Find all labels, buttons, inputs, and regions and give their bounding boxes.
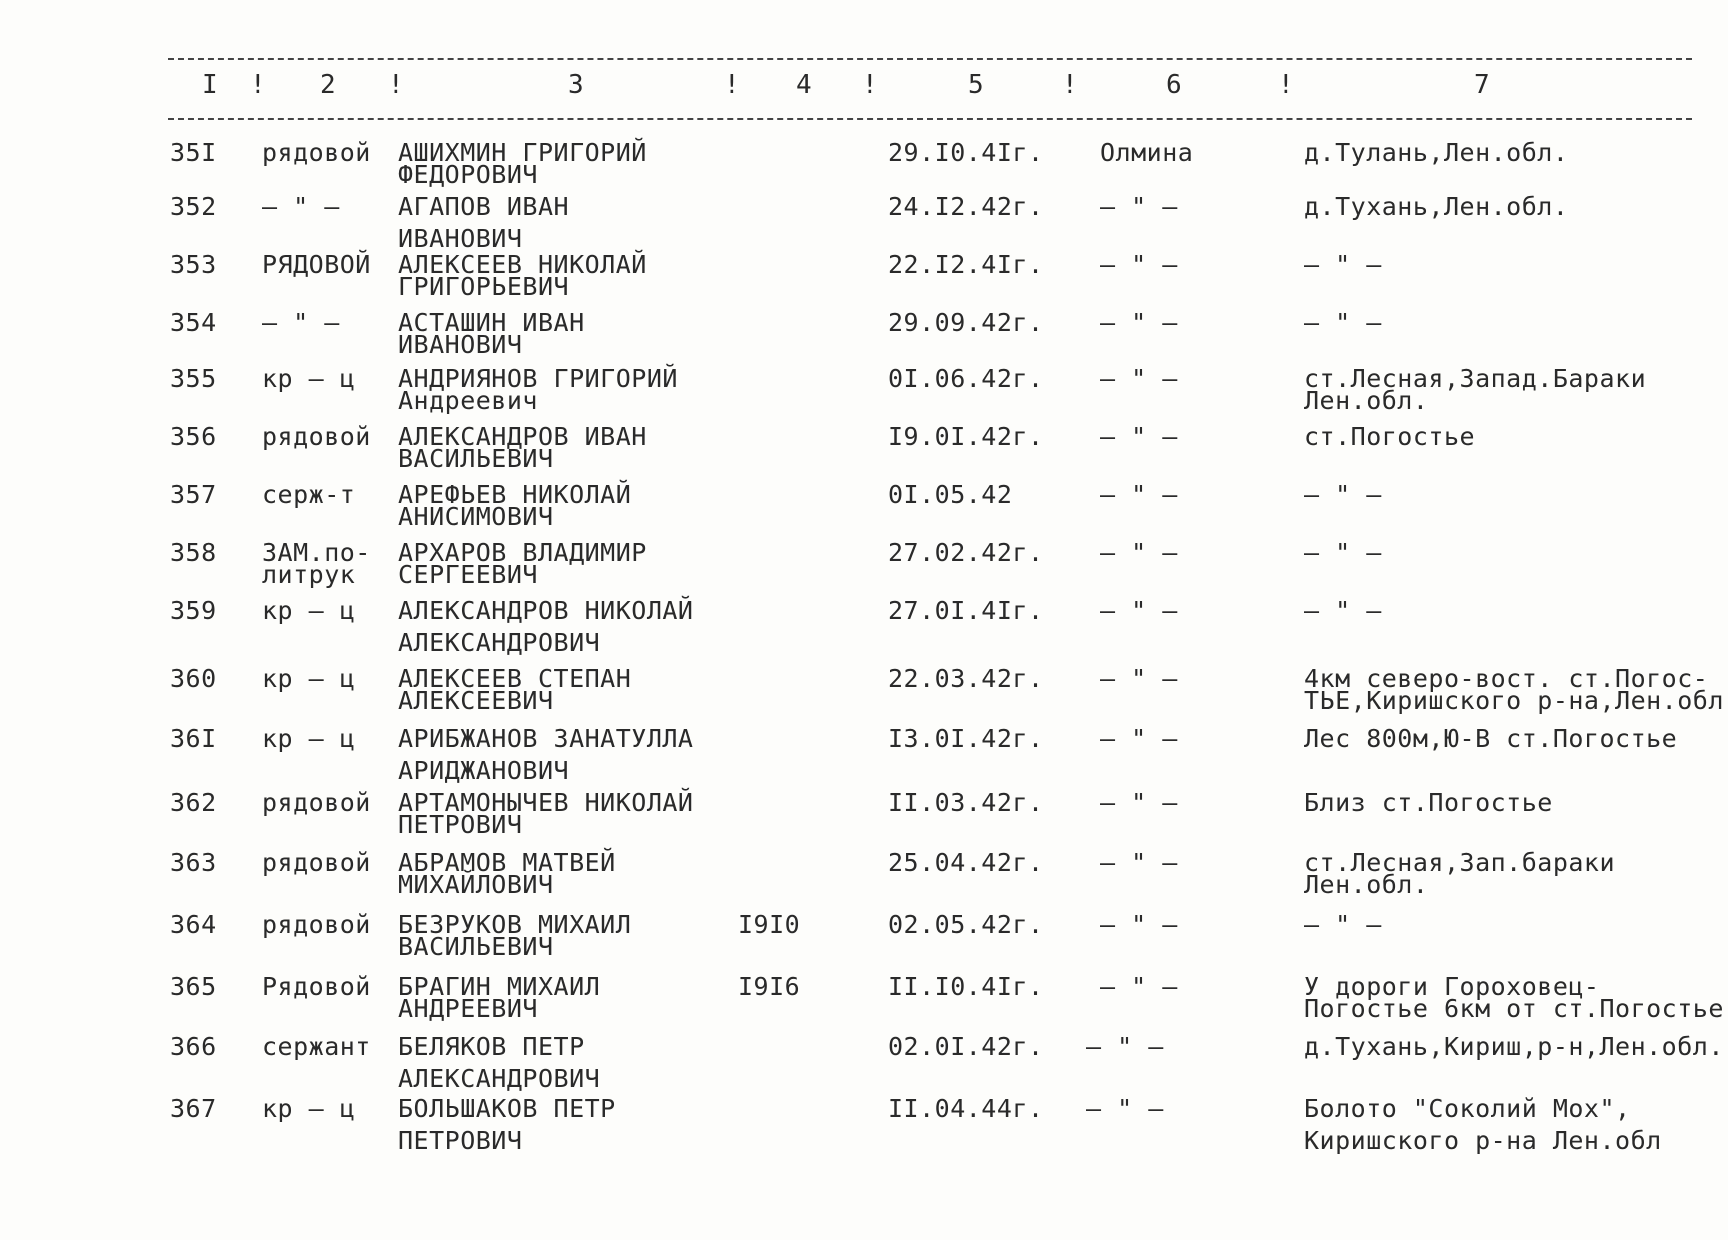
surname-name: АЛЕКСЕЕВ СТЕПАН <box>398 664 632 693</box>
burial-place <box>1304 538 1382 567</box>
patronymic: ВАСИЛЬЕВИЧ <box>398 932 554 961</box>
full-name <box>398 422 647 473</box>
death-date: 22.I2.4Iг. <box>888 250 1044 279</box>
rank: кр – ц <box>262 724 356 753</box>
surname-name: АЛЕКСАНДРОВ НИКОЛАЙ <box>398 596 694 625</box>
patronymic: ФЕДОРОВИЧ <box>398 160 538 189</box>
surname-name: АСТАШИН ИВАН <box>398 308 585 337</box>
burial-place <box>1304 972 1724 1023</box>
surname-name: БЕЗРУКОВ МИХАИЛ <box>398 910 632 939</box>
rank: кр – ц <box>262 664 356 693</box>
surname-name: АНДРИЯНОВ ГРИГОРИЙ <box>398 364 678 393</box>
place-line: д.Тухань,Кириш,р-н,Лен.обл. <box>1304 1032 1724 1061</box>
record-number: 355 <box>170 364 217 393</box>
record-number: 354 <box>170 308 217 337</box>
death-date: II.03.42г. <box>888 788 1044 817</box>
record-source: – " – <box>1086 1094 1164 1123</box>
death-date: I3.0I.42г. <box>888 724 1044 753</box>
patronymic: ИВАНОВИЧ <box>398 330 523 359</box>
birth-year: I9I0 <box>738 910 801 939</box>
record-number: 359 <box>170 596 217 625</box>
rank: серж-т <box>262 480 356 509</box>
header-col-7: 7 <box>1474 70 1490 100</box>
place-line: Лен.обл. <box>1304 870 1429 899</box>
death-date: 29.09.42г. <box>888 308 1044 337</box>
surname-name: БОЛЬШАКОВ ПЕТР <box>398 1094 616 1123</box>
burial-place <box>1304 138 1569 167</box>
death-date: 0I.05.42 <box>888 480 1013 509</box>
full-name <box>398 480 632 531</box>
place-line: ст.Лесная,Зап.бараки <box>1304 848 1616 877</box>
record-source: – " – <box>1100 596 1178 625</box>
place-line: 4км северо-вост. ст.Погос- <box>1304 664 1709 693</box>
place-line: Киришского р-на Лен.обл <box>1304 1126 1662 1155</box>
header-separator: ! <box>862 70 878 100</box>
rank: рядовой <box>262 422 371 451</box>
record-source: – " – <box>1100 192 1178 221</box>
rank: РЯДОВОЙ <box>262 250 371 279</box>
surname-name: АЛЕКСЕЕВ НИКОЛАЙ <box>398 250 647 279</box>
place-line: Погостье 6км от ст.Погостье <box>1304 994 1724 1023</box>
patronymic: ГРИГОРЬЕВИЧ <box>398 272 570 301</box>
rank <box>262 538 371 589</box>
patronymic: ПЕТРОВИЧ <box>398 1126 523 1155</box>
rank: – " – <box>262 192 340 221</box>
patronymic: СЕРГЕЕВИЧ <box>398 560 538 589</box>
burial-place <box>1304 308 1382 337</box>
full-name <box>398 364 678 415</box>
surname-name: АРТАМОНЫЧЕВ НИКОЛАЙ <box>398 788 694 817</box>
rank: кр – ц <box>262 596 356 625</box>
patronymic: АНИСИМОВИЧ <box>398 502 554 531</box>
full-name <box>398 138 647 189</box>
burial-place <box>1304 910 1382 939</box>
surname-name: АРИБЖАНОВ ЗАНАТУЛЛА <box>398 724 694 753</box>
header-col-5: 5 <box>968 70 984 100</box>
patronymic: МИХАЙЛОВИЧ <box>398 870 554 899</box>
place-line: – " – <box>1304 538 1382 567</box>
rank: рядовой <box>262 848 371 877</box>
place-line: ТЬЕ,Киришского р-на,Лен.обл <box>1304 686 1724 715</box>
record-source: – " – <box>1100 910 1178 939</box>
full-name <box>398 1094 616 1155</box>
burial-place <box>1304 664 1724 715</box>
record-number: 363 <box>170 848 217 877</box>
record-number: 367 <box>170 1094 217 1123</box>
burial-place <box>1304 788 1553 817</box>
full-name <box>398 596 694 657</box>
surname-name: БЕЛЯКОВ ПЕТР <box>398 1032 585 1061</box>
place-line: ст.Погостье <box>1304 422 1476 451</box>
death-date: 29.I0.4Iг. <box>888 138 1044 167</box>
full-name <box>398 250 647 301</box>
rank: кр – ц <box>262 1094 356 1123</box>
place-line: У дороги Гороховец- <box>1304 972 1600 1001</box>
record-number: 358 <box>170 538 217 567</box>
surname-name: АГАПОВ ИВАН <box>398 192 570 221</box>
patronymic: АНДРЕЕВИЧ <box>398 994 538 1023</box>
rank: рядовой <box>262 138 371 167</box>
rank-line: ЗАМ.по- <box>262 538 371 567</box>
full-name <box>398 538 647 589</box>
death-date: 02.05.42г. <box>888 910 1044 939</box>
full-name <box>398 192 570 253</box>
patronymic: АРИДЖАНОВИЧ <box>398 756 570 785</box>
record-source: – " – <box>1100 538 1178 567</box>
rank: Рядовой <box>262 972 371 1001</box>
burial-place <box>1304 480 1382 509</box>
record-source: – " – <box>1100 250 1178 279</box>
header-top-rule <box>168 58 1692 60</box>
full-name <box>398 308 585 359</box>
burial-place <box>1304 422 1476 451</box>
surname-name: АРЕФЬЕВ НИКОЛАЙ <box>398 480 632 509</box>
record-source: – " – <box>1100 364 1178 393</box>
surname-name: АБРАМОВ МАТВЕЙ <box>398 848 616 877</box>
place-line: – " – <box>1304 480 1382 509</box>
rank: – " – <box>262 308 340 337</box>
record-source: – " – <box>1100 788 1178 817</box>
place-line: д.Тулань,Лен.обл. <box>1304 138 1569 167</box>
patronymic: АЛЕКСАНДРОВИЧ <box>398 628 601 657</box>
place-line: Болото "Соколий Мох", <box>1304 1094 1631 1123</box>
full-name <box>398 664 632 715</box>
burial-place <box>1304 848 1616 899</box>
death-date: 0I.06.42г. <box>888 364 1044 393</box>
header-col-3: 3 <box>568 70 584 100</box>
record-number: 35I <box>170 138 217 167</box>
record-number: 362 <box>170 788 217 817</box>
death-date: 24.I2.42г. <box>888 192 1044 221</box>
burial-place <box>1304 596 1382 625</box>
death-date: 27.02.42г. <box>888 538 1044 567</box>
record-source: – " – <box>1100 972 1178 1001</box>
death-date: 25.04.42г. <box>888 848 1044 877</box>
record-source: – " – <box>1100 724 1178 753</box>
place-line: Близ ст.Погостье <box>1304 788 1553 817</box>
header-col-6: 6 <box>1166 70 1182 100</box>
burial-place <box>1304 192 1569 221</box>
place-line: Лен.обл. <box>1304 386 1429 415</box>
header-col-1: I <box>202 70 218 100</box>
rank: сержант <box>262 1032 371 1061</box>
header-col-4: 4 <box>796 70 812 100</box>
place-line: – " – <box>1304 250 1382 279</box>
header-col-2: 2 <box>320 70 336 100</box>
full-name <box>398 972 601 1023</box>
rank-line: литрук <box>262 560 356 589</box>
record-source: – " – <box>1086 1032 1164 1061</box>
record-source: Олмина <box>1100 138 1194 167</box>
place-line: – " – <box>1304 308 1382 337</box>
rank: кр – ц <box>262 364 356 393</box>
place-line: ст.Лесная,Запад.Бараки <box>1304 364 1647 393</box>
header-bottom-rule <box>168 118 1692 120</box>
place-line: – " – <box>1304 910 1382 939</box>
header-separator: ! <box>1062 70 1078 100</box>
rank: рядовой <box>262 788 371 817</box>
patronymic: Андреевич <box>398 386 538 415</box>
header-separator: ! <box>1278 70 1294 100</box>
record-source: – " – <box>1100 664 1178 693</box>
place-line: д.Тухань,Лен.обл. <box>1304 192 1569 221</box>
record-number: 364 <box>170 910 217 939</box>
place-line: Лес 800м,Ю-В ст.Погостье <box>1304 724 1678 753</box>
patronymic: ВАСИЛЬЕВИЧ <box>398 444 554 473</box>
death-date: II.I0.4Iг. <box>888 972 1044 1001</box>
surname-name: БРАГИН МИХАИЛ <box>398 972 601 1001</box>
record-number: 357 <box>170 480 217 509</box>
header-separator: ! <box>724 70 740 100</box>
full-name <box>398 910 632 961</box>
record-source: – " – <box>1100 848 1178 877</box>
record-number: 360 <box>170 664 217 693</box>
birth-year: I9I6 <box>738 972 801 1001</box>
patronymic: АЛЕКСАНДРОВИЧ <box>398 1064 601 1093</box>
header-separator: ! <box>388 70 404 100</box>
burial-place <box>1304 364 1647 415</box>
death-date: 27.0I.4Iг. <box>888 596 1044 625</box>
surname-name: АШИХМИН ГРИГОРИЙ <box>398 138 647 167</box>
place-line: – " – <box>1304 596 1382 625</box>
full-name <box>398 848 616 899</box>
record-number: 365 <box>170 972 217 1001</box>
record-number: 366 <box>170 1032 217 1061</box>
header-separator: ! <box>250 70 266 100</box>
record-number: 356 <box>170 422 217 451</box>
full-name <box>398 788 694 839</box>
record-source: – " – <box>1100 422 1178 451</box>
surname-name: АРХАРОВ ВЛАДИМИР <box>398 538 647 567</box>
death-date: 02.0I.42г. <box>888 1032 1044 1061</box>
patronymic: АЛЕКСЕЕВИЧ <box>398 686 554 715</box>
full-name <box>398 1032 601 1093</box>
burial-place <box>1304 250 1382 279</box>
record-number: 353 <box>170 250 217 279</box>
record-source: – " – <box>1100 480 1178 509</box>
burial-place <box>1304 1094 1662 1155</box>
record-number: 36I <box>170 724 217 753</box>
surname-name: АЛЕКСАНДРОВ ИВАН <box>398 422 647 451</box>
burial-place <box>1304 1032 1724 1061</box>
death-date: 22.03.42г. <box>888 664 1044 693</box>
rank: рядовой <box>262 910 371 939</box>
burial-place <box>1304 724 1678 753</box>
full-name <box>398 724 694 785</box>
death-date: I9.0I.42г. <box>888 422 1044 451</box>
death-date: II.04.44г. <box>888 1094 1044 1123</box>
patronymic: ИВАНОВИЧ <box>398 224 523 253</box>
table-header <box>0 70 1728 106</box>
record-number: 352 <box>170 192 217 221</box>
patronymic: ПЕТРОВИЧ <box>398 810 523 839</box>
record-source: – " – <box>1100 308 1178 337</box>
